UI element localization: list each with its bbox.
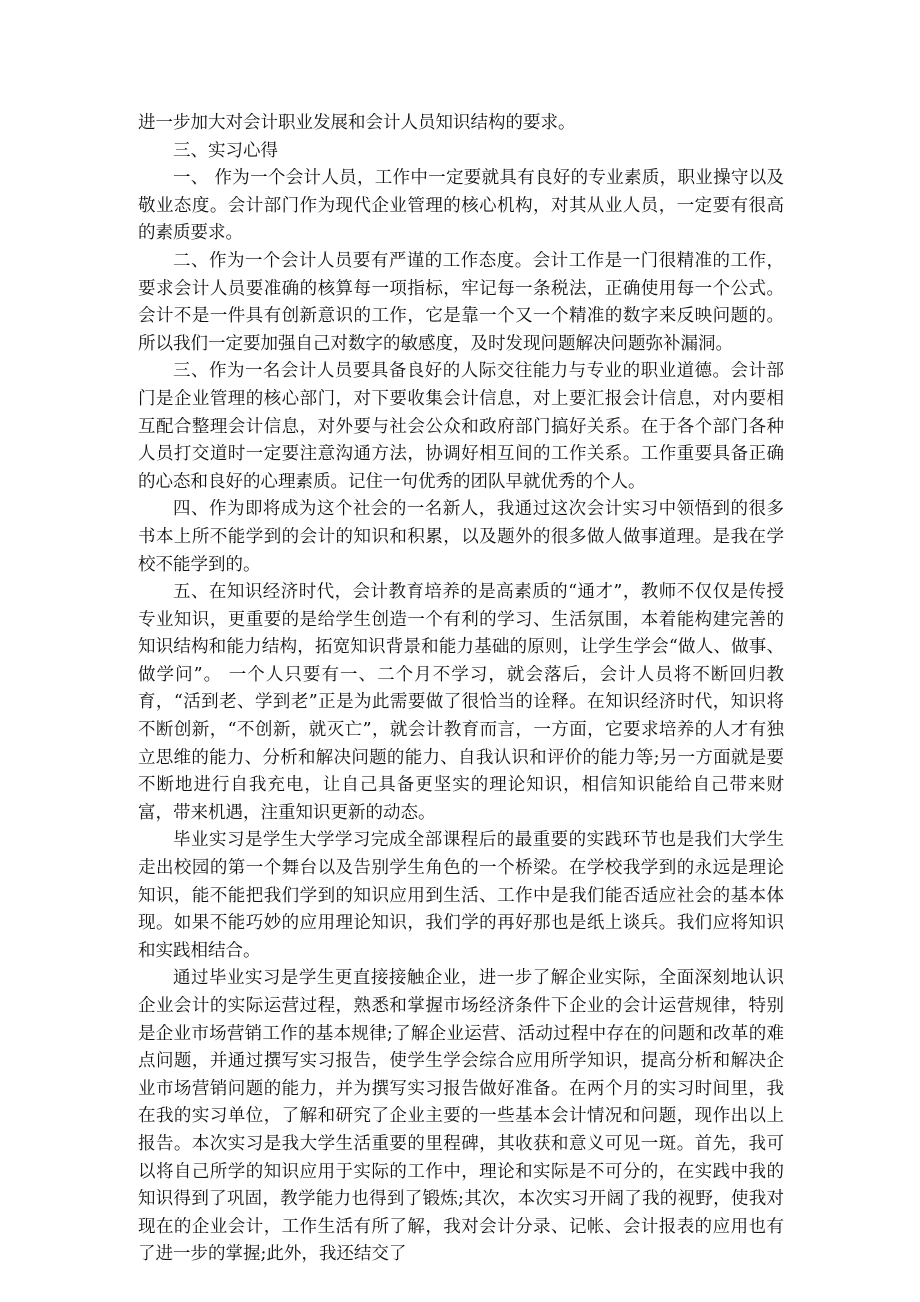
- section-title: 三、实习心得: [173, 140, 278, 161]
- paragraph-4: 四、作为即将成为这个社会的一名新人，我通过这次会计实习中领悟到的很多书本上所不能学到的会计的知识和积累，以及题外的很多做人做事道理。是我在学校不能学到的。: [138, 499, 784, 575]
- continuation-line: 进一步加大对会计职业发展和会计人员知识结构的要求。: [138, 113, 576, 133]
- paragraph-5: 五、在知识经济时代，会计教育培养的是高素质的“通才”，教师不仅仅是传授专业知识，更重要的是给学生创造一个有利的学习、生活氛围，本着能构建完善的知识结构和能力结构，拓宽知识背景和能力基础的原则，让学生学会“做人、做事、做学问”。 一个人只要有一、二个月不学习，就会落后，会计人员将不断回归教育，“活到老、学到老”正是为此需要做了很恰当的诠释。在知识经济时代，知识将不断创新，“不创新，就灭亡”，就会计教育而言，一方面，它要求培养的人才有独立思维的能力、分析和解决问题的能力、自我认识和评价的能力等;另一方面就是要不断地进行自我充电，让自己具备更坚实的理论知识，相信知识能给自己带来财富，带来机遇，注重知识更新的动态。: [138, 582, 784, 823]
- paragraph-1: 一、 作为一个会计人员，工作中一定要就具有良好的专业素质，职业操守以及敬业态度。会计部门作为现代企业管理的核心机构，对其从业人员，一定要有很高的素质要求。: [138, 168, 784, 244]
- paragraph-3: 三、作为一名会计人员要具备良好的人际交往能力与专业的职业道德。会计部门是企业管理的核心部门，对下要收集会计信息，对上要汇报会计信息，对内要相互配合整理会计信息，对外要与社会公众和政府部门搞好关系。在于各个部门各种人员打交道时一定要注意沟通方法，协调好相互间的工作关系。工作重要具备正确的心态和良好的心理素质。记住一句优秀的团队早就优秀的个人。: [138, 361, 784, 492]
- paragraph-2: 二、作为一个会计人员要有严谨的工作态度。会计工作是一门很精准的工作，要求会计人员要准确的核算每一项指标，牢记每一条税法，正确使用每一个公式。会计不是一件具有创新意识的工作，它是靠一个又一个精准的数字来反映问题的。所以我们一定要加强自己对数字的敏感度，及时发现问题解决问题弥补漏洞。: [138, 250, 784, 354]
- document-page: [138, 110, 784, 1269]
- paragraph-7: 通过毕业实习是学生更直接接触企业，进一步了解企业实际，全面深刻地认识企业会计的实际运营过程，熟悉和掌握市场经济条件下企业的会计运营规律，特别是企业市场营销工作的基本规律;了解企业运营、活动过程中存在的问题和改革的难点问题，并通过撰写实习报告，使学生学会综合应用所学知识，提高分析和解决企业市场营销问题的能力，并为撰写实习报告做好准备。在两个月的实习时间里，我在我的实习单位，了解和研究了企业主要的一些基本会计情况和问题，现作出以上报告。本次实习是我大学生活重要的里程碑，其收获和意义可见一斑。首先，我可以将自己所学的知识应用于实际的工作中，理论和实际是不可分的，在实践中我的知识得到了巩固，教学能力也得到了锻炼;其次，本次实习开阔了我的视野，使我对现在的企业会计，工作生活有所了解，我对会计分录、记帐、会计报表的应用也有了进一步的掌握;此外，我还结交了: [138, 968, 784, 1265]
- paragraph-6: 毕业实习是学生大学学习完成全部课程后的最重要的实践环节也是我们大学生走出校园的第一个舞台以及告别学生角色的一个桥梁。在学校我学到的永远是理论知识，能不能把我们学到的知识应用到生活、工作中是我们能否适应社会的基本体现。如果不能巧妙的应用理论知识，我们学的再好那也是纸上谈兵。我们应将知识和实践相结合。: [138, 830, 784, 961]
